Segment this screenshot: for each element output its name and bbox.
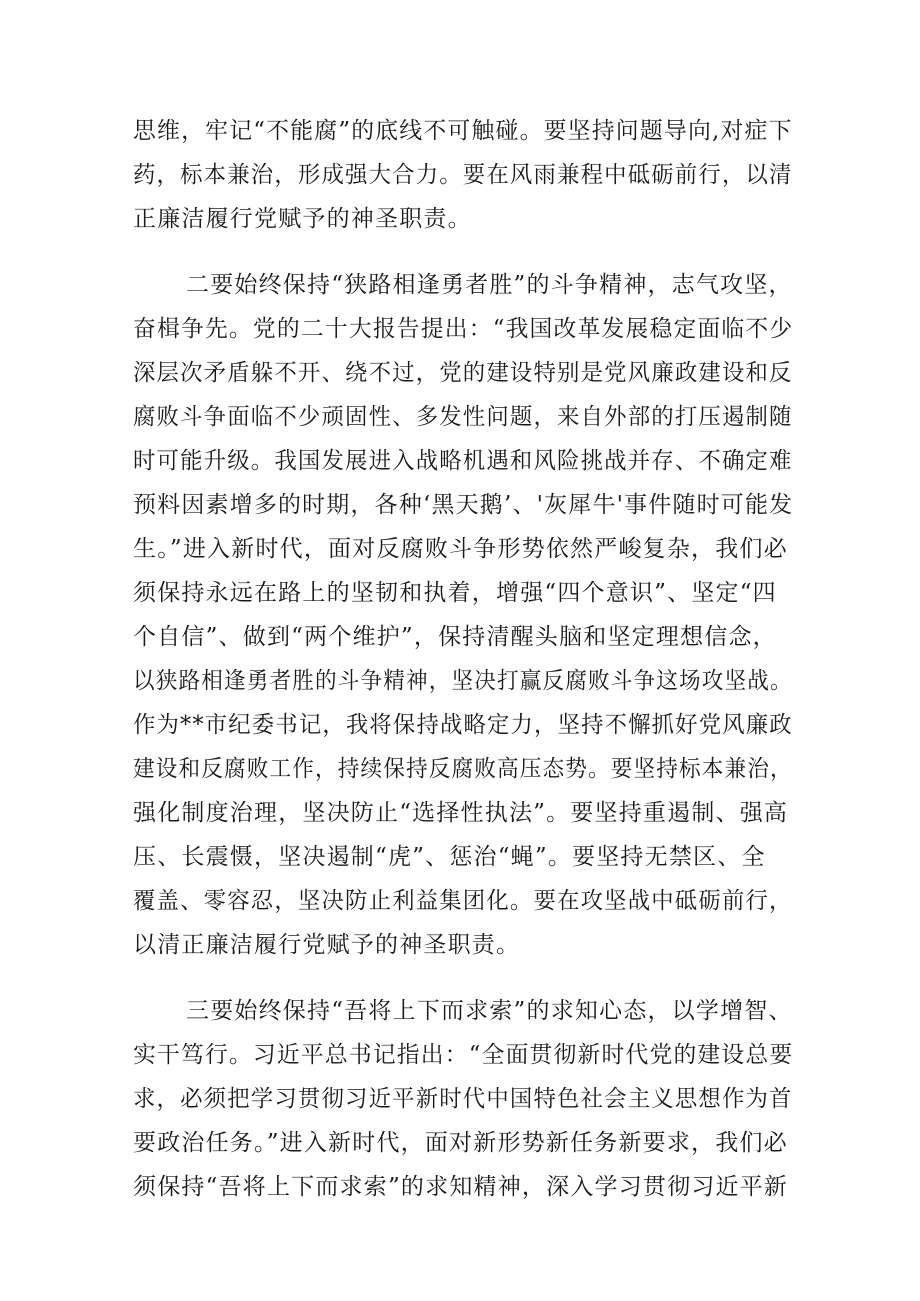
text-line: 生。”进入新时代，面对反腐败斗争形势依然严峻复杂，我们必	[133, 536, 788, 562]
text-line: 奋楫争先。党的二十大报告提出：“我国改革发展稳定面临不少	[133, 316, 794, 342]
text-line: 强化制度治理，坚决防止“选择性执法”。要坚持重遏制、强高	[133, 800, 789, 826]
text-line: 个自信”、做到“两个维护”，保持清醒头脑和坚定理想信念，	[133, 624, 777, 650]
text-line: 覆盖、零容忍，坚决防止利益集团化。要在攻坚战中砥砺前行，	[133, 888, 793, 914]
text-line: 须保持“吾将上下而求索”的求知精神，深入学习贯彻习近平新	[133, 1174, 789, 1200]
text-line: 二要始终保持“狭路相逢勇者胜”的斗争精神，志气攻坚，	[186, 272, 793, 298]
text-line: 时可能升级。我国发展进入战略机遇和风险挑战并存、不确定难	[133, 448, 793, 474]
text-line: 深层次矛盾躲不开、绕不过，党的建设特别是党风廉政建设和反	[133, 360, 793, 386]
text-line: 建设和反腐败工作，持续保持反腐败高压态势。要坚持标本兼治，	[133, 756, 793, 782]
text-line: 正廉洁履行党赋予的神圣职责。	[133, 206, 472, 232]
text-line: 以狭路相逢勇者胜的斗争精神，坚决打赢反腐败斗争这场攻坚战。	[133, 668, 793, 694]
text-line: 药，标本兼治，形成强大合力。要在风雨兼程中砥砺前行，以清	[133, 162, 793, 188]
text-line: 作为**市纪委书记，我将保持战略定力，坚持不懈抓好党风廉政	[133, 712, 793, 738]
text-line: 预料因素增多的时期，各种‘黑天鹅’、'灰犀牛'事件随时可能发	[133, 492, 794, 518]
text-line: 三要始终保持“吾将上下而求索”的求知心态，以学增智、	[186, 998, 793, 1024]
text-line: 实干笃行。习近平总书记指出：“全面贯彻新时代党的建设总要	[133, 1042, 794, 1068]
text-line: 压、长震慑，坚决遏制“虎”、惩治“蝇”。要坚持无禁区、全	[133, 844, 766, 870]
text-line: 要政治任务。”进入新时代，面对新形势新任务新要求，我们必	[133, 1130, 788, 1156]
text-line: 腐败斗争面临不少顽固性、多发性问题，来自外部的打压遏制随	[133, 404, 793, 430]
text-line: 以清正廉洁履行党赋予的神圣职责。	[133, 932, 521, 958]
text-line: 求，必须把学习贯彻习近平新时代中国特色社会主义思想作为首	[133, 1086, 793, 1112]
text-line: 思维，牢记“不能腐”的底线不可触碰。要坚持问题导向,对症下	[133, 118, 793, 144]
text-line: 须保持永远在路上的坚韧和执着，增强“四个意识”、坚定“四	[133, 580, 777, 606]
